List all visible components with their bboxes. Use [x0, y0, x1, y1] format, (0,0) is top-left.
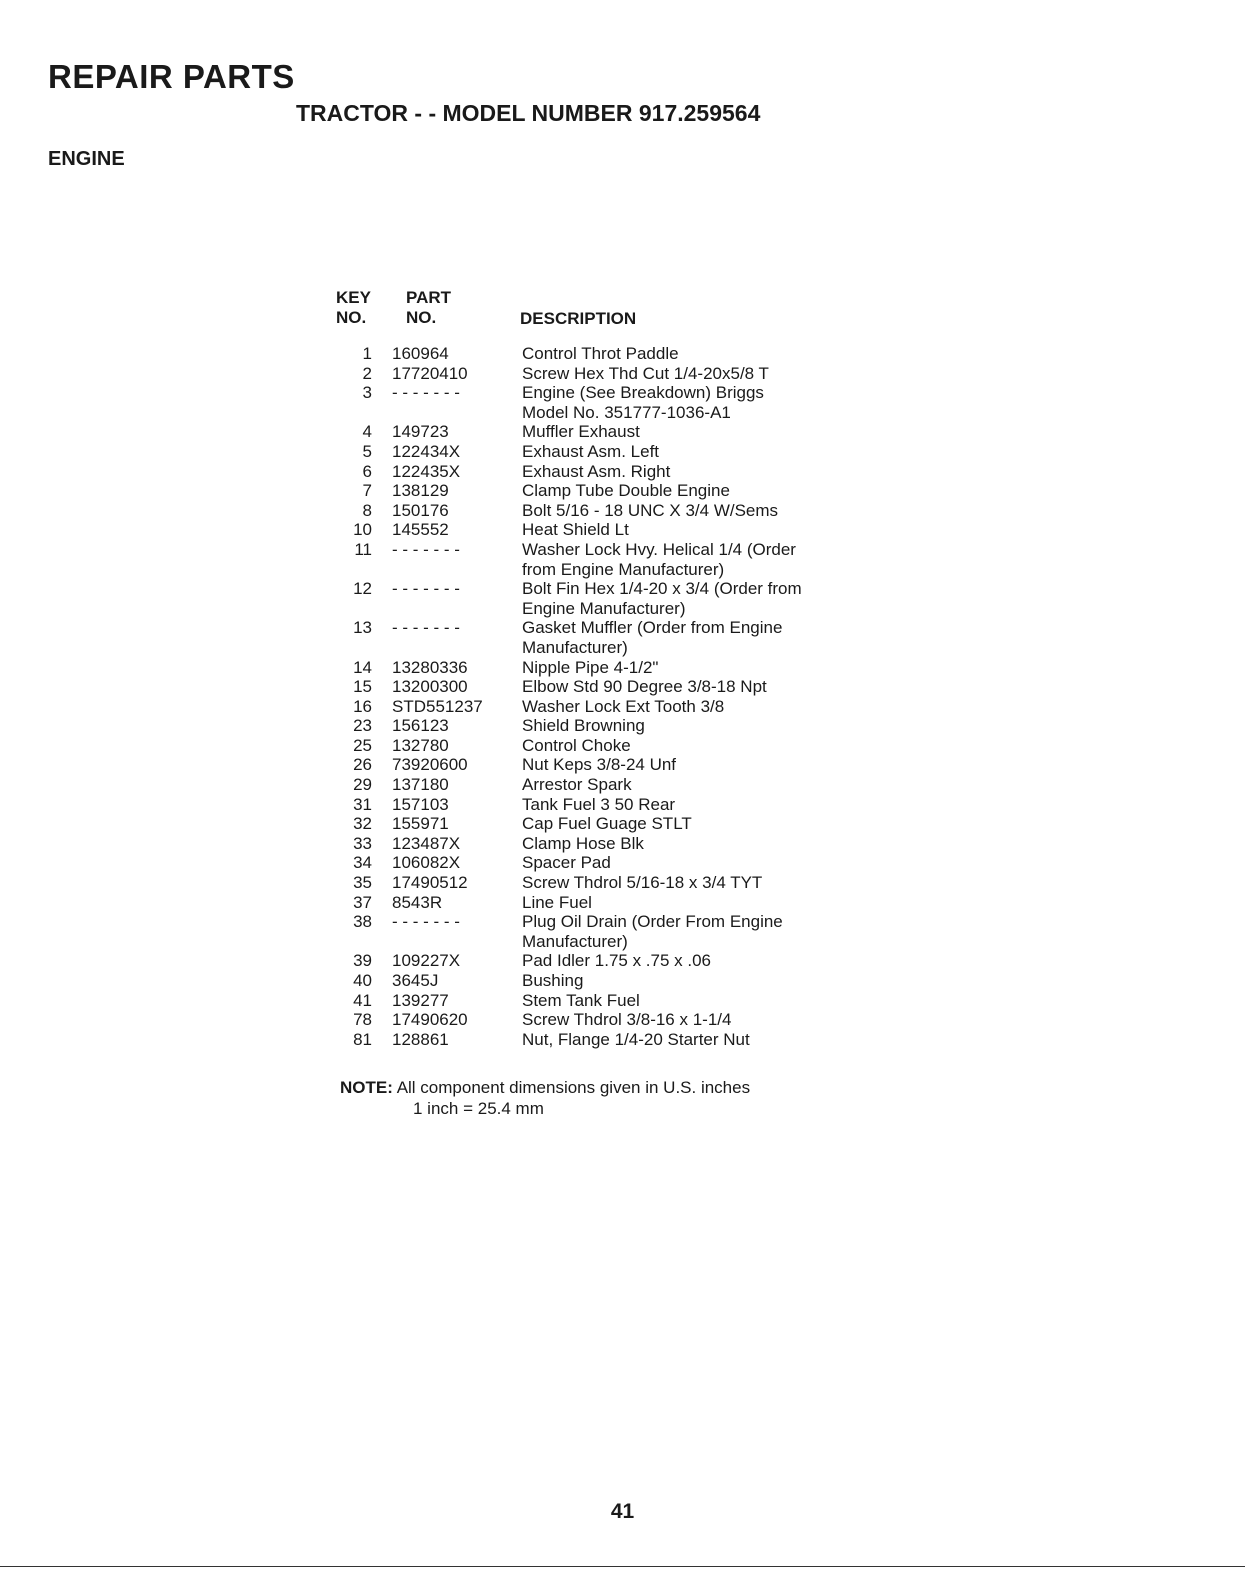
- part-no: 8543R: [392, 892, 443, 912]
- description-line: Shield Browning: [522, 716, 645, 736]
- key-no: 35: [353, 873, 372, 893]
- description-line: Plug Oil Drain (Order From Engine: [522, 912, 783, 932]
- table-row: [336, 422, 896, 442]
- table-row: [336, 364, 896, 384]
- description-line: Screw Thdrol 3/8-16 x 1-1/4: [522, 1010, 732, 1030]
- part-description: [504, 344, 872, 364]
- description-line: Spacer Pad: [522, 853, 611, 873]
- table-row: [336, 540, 896, 579]
- part-description: [504, 893, 872, 913]
- description-line: Exhaust Asm. Right: [522, 461, 671, 481]
- part-description: [504, 991, 872, 1011]
- description-line: Muffler Exhaust: [522, 422, 640, 442]
- description-line: Model No. 351777-1036-A1: [522, 402, 731, 422]
- part-no: 132780: [392, 735, 449, 755]
- table-row: [336, 383, 896, 422]
- description-line: Pad Idler 1.75 x .75 x .06: [522, 951, 712, 971]
- part-description: [504, 579, 872, 618]
- key-no: 26: [353, 755, 372, 775]
- table-row: [336, 697, 896, 717]
- key-no: 15: [353, 677, 372, 697]
- note-line2: 1 inch = 25.4 mm: [413, 1099, 544, 1118]
- table-row: [336, 775, 896, 795]
- part-description: [504, 873, 872, 893]
- description-line: Manufacturer): [522, 931, 628, 951]
- part-no: 139277: [392, 990, 449, 1010]
- part-description: [504, 834, 872, 854]
- key-no: 23: [353, 716, 372, 736]
- table-row: [336, 481, 896, 501]
- key-no: 31: [353, 794, 372, 814]
- description-line: Control Throt Paddle: [522, 344, 679, 363]
- key-no: 7: [362, 481, 372, 501]
- key-no: 8: [362, 500, 372, 520]
- description-line: Nipple Pipe 4-1/2": [522, 657, 659, 677]
- part-description: [504, 462, 872, 482]
- table-row: [336, 501, 896, 521]
- part-description: [504, 697, 872, 717]
- part-no: 17720410: [392, 363, 468, 383]
- part-description: [504, 775, 872, 795]
- description-line: Engine Manufacturer): [522, 598, 686, 618]
- part-description: [504, 481, 872, 501]
- key-no: 13: [353, 618, 372, 638]
- header-key-no: KEY NO.: [336, 288, 371, 327]
- description-line: Screw Hex Thd Cut 1/4-20x5/8 T: [522, 363, 769, 383]
- parts-table-body: [336, 344, 896, 1049]
- table-row: [336, 893, 896, 913]
- part-no: 150176: [392, 500, 449, 520]
- key-no: 41: [353, 990, 372, 1010]
- table-row: [336, 873, 896, 893]
- key-no: 6: [362, 461, 372, 481]
- key-no: 29: [353, 775, 372, 795]
- part-no: 73920600: [392, 755, 468, 775]
- description-line: Nut Keps 3/8-24 Unf: [522, 755, 677, 775]
- key-no: 12: [353, 579, 372, 599]
- part-description: [504, 853, 872, 873]
- part-no: 155971: [392, 814, 449, 834]
- description-line: Tank Fuel 3 50 Rear: [522, 794, 676, 814]
- parts-table-header: [336, 288, 896, 344]
- key-no: 14: [353, 657, 372, 677]
- key-no: 16: [353, 696, 372, 716]
- part-no: 122435X: [392, 461, 461, 481]
- part-no: 109227X: [392, 951, 461, 971]
- part-description: [504, 383, 872, 422]
- key-no: 33: [353, 833, 372, 853]
- part-description: [504, 755, 872, 775]
- part-description: [504, 716, 872, 736]
- key-no: 10: [353, 520, 372, 540]
- part-no: - - - - - - -: [392, 579, 460, 599]
- description-line: Nut, Flange 1/4-20 Starter Nut: [522, 1029, 750, 1049]
- description-line: Engine (See Breakdown) Briggs: [522, 383, 764, 403]
- part-no: 128861: [392, 1029, 449, 1049]
- description-line: Screw Thdrol 5/16-18 x 3/4 TYT: [522, 873, 763, 893]
- key-no: 38: [353, 912, 372, 932]
- description-line: Washer Lock Ext Tooth 3/8: [522, 696, 725, 716]
- description-line: Elbow Std 90 Degree 3/8-18 Npt: [522, 677, 767, 697]
- part-no: 123487X: [392, 833, 461, 853]
- header-part-no: PART NO.: [406, 288, 452, 327]
- model-subtitle: TRACTOR - - MODEL NUMBER 917.259564: [296, 100, 761, 126]
- part-no: 149723: [392, 422, 449, 442]
- table-row: [336, 1030, 896, 1050]
- part-description: [504, 658, 872, 678]
- key-no: 11: [354, 539, 372, 559]
- part-no: 145552: [392, 520, 449, 540]
- table-row: [336, 814, 896, 834]
- description-line: Clamp Hose Blk: [522, 833, 644, 853]
- part-description: [504, 971, 872, 991]
- part-description: [504, 540, 872, 579]
- description-line: Gasket Muffler (Order from Engine: [522, 618, 783, 638]
- part-description: [504, 736, 872, 756]
- table-row: [336, 951, 896, 971]
- part-no: 13200300: [392, 677, 468, 697]
- table-row: [336, 795, 896, 815]
- table-row: [336, 344, 896, 364]
- part-no: 17490512: [392, 873, 468, 893]
- note: [340, 1077, 750, 1119]
- part-description: [504, 520, 872, 540]
- description-line: Bolt 5/16 - 18 UNC X 3/4 W/Sems: [522, 500, 779, 520]
- description-line: Bolt Fin Hex 1/4-20 x 3/4 (Order from: [522, 579, 802, 599]
- part-no: 156123: [392, 716, 449, 736]
- description-line: Heat Shield Lt: [522, 520, 629, 540]
- page-title: REPAIR PARTS: [48, 58, 295, 95]
- description-line: Stem Tank Fuel: [522, 990, 640, 1010]
- table-row: [336, 755, 896, 775]
- description-line: Bushing: [522, 971, 584, 990]
- part-no: 17490620: [392, 1010, 468, 1030]
- table-row: [336, 520, 896, 540]
- part-no: - - - - - - -: [392, 912, 460, 932]
- key-no: 78: [353, 1010, 372, 1030]
- description-line: from Engine Manufacturer): [522, 559, 725, 579]
- part-no: STD551237: [392, 696, 483, 716]
- part-description: [504, 951, 872, 971]
- part-no: 106082X: [392, 853, 461, 873]
- table-row: [336, 579, 896, 618]
- table-row: [336, 736, 896, 756]
- part-no: 137180: [392, 775, 449, 795]
- table-row: [336, 834, 896, 854]
- part-no: 3645J: [392, 971, 439, 990]
- description-line: Cap Fuel Guage STLT: [522, 814, 692, 834]
- part-description: [504, 618, 872, 657]
- part-description: [504, 422, 872, 442]
- part-description: [504, 795, 872, 815]
- part-description: [504, 1030, 872, 1050]
- section-title: ENGINE: [48, 148, 125, 170]
- key-no: 25: [353, 735, 372, 755]
- table-row: [336, 658, 896, 678]
- table-row: [336, 991, 896, 1011]
- table-row: [336, 677, 896, 697]
- note-line1: All component dimensions given in U.S. inches: [396, 1078, 751, 1097]
- key-no: 34: [353, 853, 372, 873]
- part-no: 160964: [392, 344, 449, 363]
- page-number: 41: [610, 1500, 635, 1523]
- part-no: 13280336: [392, 657, 468, 677]
- table-row: [336, 716, 896, 736]
- part-no: - - - - - - -: [392, 539, 460, 559]
- table-row: [336, 618, 896, 657]
- key-no: 40: [353, 971, 372, 990]
- header-description: DESCRIPTION: [520, 309, 637, 328]
- part-description: [504, 912, 872, 951]
- key-no: 32: [353, 814, 372, 834]
- description-line: Manufacturer): [522, 637, 628, 657]
- part-description: [504, 677, 872, 697]
- part-no: 157103: [392, 794, 449, 814]
- description-line: Line Fuel: [522, 892, 592, 912]
- table-row: [336, 853, 896, 873]
- key-no: 5: [362, 441, 372, 461]
- table-row: [336, 442, 896, 462]
- part-description: [504, 501, 872, 521]
- part-no: 122434X: [392, 441, 461, 461]
- table-row: [336, 1010, 896, 1030]
- description-line: Control Choke: [522, 735, 631, 755]
- key-no: 39: [353, 951, 372, 971]
- description-line: Clamp Tube Double Engine: [522, 481, 730, 501]
- table-row: [336, 971, 896, 991]
- description-line: Exhaust Asm. Left: [522, 441, 660, 461]
- description-line: Washer Lock Hvy. Helical 1/4 (Order: [522, 539, 796, 559]
- part-no: - - - - - - -: [392, 618, 460, 638]
- part-description: [504, 814, 872, 834]
- parts-table: [336, 288, 896, 1049]
- bottom-divider: [0, 1566, 1245, 1567]
- key-no: 4: [362, 422, 372, 442]
- table-row: [336, 462, 896, 482]
- part-description: [504, 1010, 872, 1030]
- part-no: 138129: [392, 481, 449, 501]
- note-label: NOTE:: [340, 1078, 393, 1097]
- key-no: 81: [353, 1029, 372, 1049]
- key-no: 37: [353, 892, 372, 912]
- description-line: Arrestor Spark: [522, 775, 632, 795]
- key-no: 1: [362, 344, 372, 363]
- key-no: 3: [362, 383, 372, 403]
- part-description: [504, 442, 872, 462]
- part-description: [504, 364, 872, 384]
- table-row: [336, 912, 896, 951]
- key-no: 2: [362, 363, 372, 383]
- part-no: - - - - - - -: [392, 383, 460, 403]
